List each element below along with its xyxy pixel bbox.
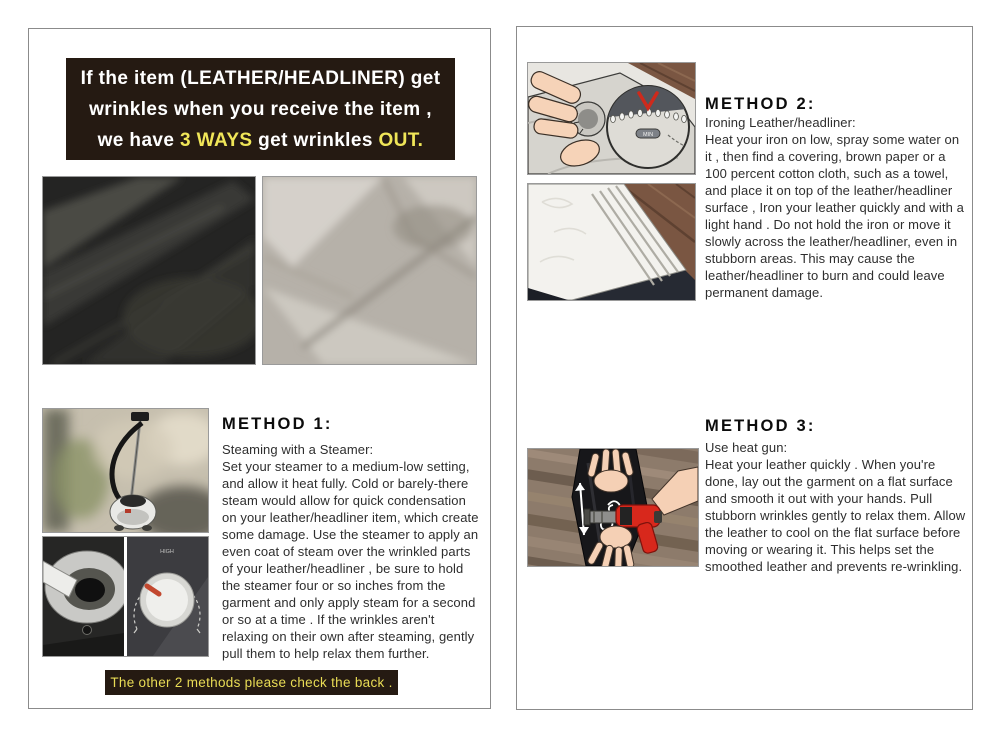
method3-body: Heat your leather quickly . When you're done, lay out the garment on a flat surface and smooth it out with your hands. Pull stubborn wrinkles gently to relax them. Allow the leather to cool on the flat surface before moving or wearing it. This helps set the smoothed leather and prevents re-wrinkling. [705,457,966,574]
wrinkled-leather-illustration [43,177,255,364]
footer-note-banner: The other 2 methods please check the back . [105,670,398,695]
iron-dial-min-label: MIN [642,132,654,138]
garment-steamer-illustration [43,409,208,532]
wrinkled-headliner-illustration [263,177,476,364]
method1-body: Set your steamer to a medium-low setting, and allow it heat fully. Cold or barely-there steam would allow for quick condensation on your leather/headliner item, which create some damage. Use the steamer to apply an even coat of steam over the wrinkled parts of your leather/headliner , be sure to hold the steamer four or so inches from the garment and only apply steam for a second or so at a time . If the wrinkles aren't relaxing on their own after steaming, gently pull them to help relax them further. [222,459,479,661]
title-line-3-text2: get wrinkles [252,130,379,151]
title-line-1: If the item (LEATHER/HEADLINER) get [80,68,441,89]
heat-gun-illustration [528,449,698,566]
right-page [516,26,973,710]
steamer-closeups-photo [42,536,209,657]
towel-photo [527,183,696,301]
steamer-closeups-illustration [43,537,208,656]
title-highlight-3ways: 3 WAYS [180,130,253,151]
method2-subheading: Ironing Leather/headliner: [705,115,856,130]
heat-gun-photo [527,448,699,567]
method1-heading: METHOD 1: [222,415,333,433]
iron-dial-illustration [528,63,695,174]
garment-steamer-photo [42,408,209,533]
method2-heading: METHOD 2: [705,95,816,113]
title-line-2: wrinkles when you receive the item , [89,99,432,120]
steamer-dial-label: HIGH [160,549,174,555]
title-highlight-out: OUT. [378,130,424,151]
wrinkled-leather-photo [42,176,256,365]
method3-subheading: Use heat gun: [705,440,788,455]
method1-subheading: Steaming with a Steamer: [222,442,374,457]
method2-body: Heat your iron on low, spray some water on it , then find a covering, brown paper or a 100 percent cotton cloth, such as a towel, and place it on top of the leather/headliner surface , Iron your leather quickly and with a light hand . Do not hold the iron or move it slowly across the leather/headliner, even in stubborn areas. This may cause the leather/headliner to burn and could leave permanent damage. [705,132,964,300]
method1-text [222,441,482,662]
title-line-3 [66,125,455,156]
method3-text [705,439,969,575]
method3-heading: METHOD 3: [705,417,816,435]
iron-dial-photo [527,62,696,175]
wrinkled-headliner-photo [262,176,477,365]
title-line-3-text: we have [97,130,181,151]
method2-text [705,114,969,301]
left-page [28,28,491,709]
towel-illustration [528,184,695,300]
title-banner [66,58,455,160]
